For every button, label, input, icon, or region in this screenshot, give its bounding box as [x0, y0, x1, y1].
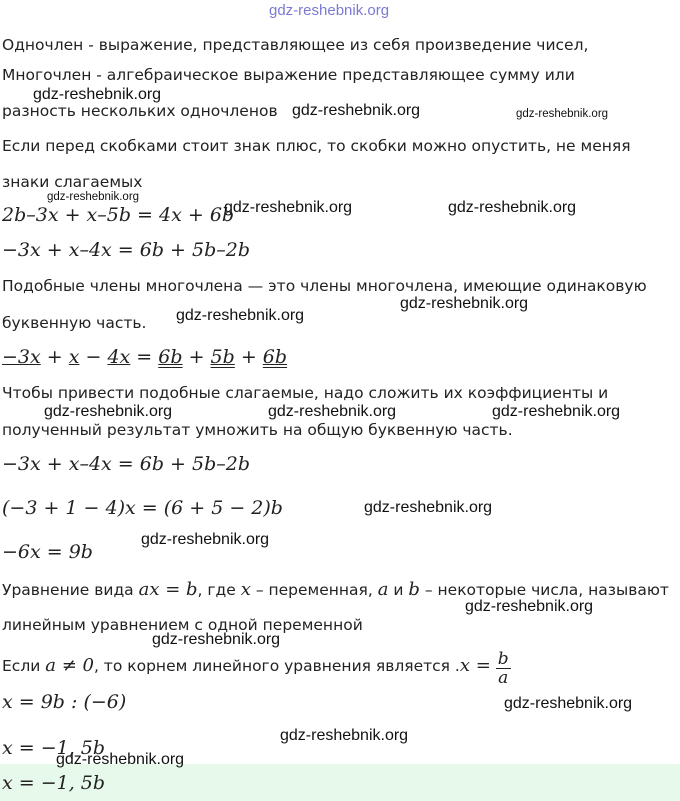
linear-equation-definition-line2: линейным уравнением с одной переменной: [2, 616, 363, 634]
watermark: gdz-reshebnik.org: [292, 102, 421, 119]
similar-terms-line1: Подобные члены многочлена — это члены многочлена, имеющие одинаковую: [2, 277, 647, 295]
root-formula-line: [2, 650, 511, 684]
math-a: a: [377, 579, 389, 600]
watermark: gdz-reshebnik.org: [47, 191, 140, 203]
term-b-group-1: 6b: [158, 346, 183, 368]
equation-6: x = 9b : (−6): [2, 691, 127, 713]
rule-combine-line2: полученный результат умножить на общую буквенную часть.: [2, 421, 513, 439]
header-watermark[interactable]: gdz-reshebnik.org: [269, 2, 390, 19]
text: – переменная,: [250, 581, 378, 599]
text: , то корнем линейного уравнения является .: [93, 657, 460, 675]
watermark: gdz-reshebnik.org: [33, 86, 162, 103]
watermark: gdz-reshebnik.org: [516, 108, 609, 120]
definition-polynomial-line1: Многочлен - алгебраическое выражение представляющее сумму или: [2, 66, 575, 84]
term-x-group-1: −3x: [2, 346, 41, 368]
operator: +: [234, 346, 263, 368]
fraction-denominator: a: [498, 669, 509, 683]
fraction-numerator: b: [497, 650, 509, 669]
linear-equation-definition-line1: [2, 580, 669, 600]
math-b: b: [408, 579, 420, 600]
math-a-not-zero: a ≠ 0: [45, 655, 94, 676]
watermark: gdz-reshebnik.org: [44, 403, 173, 420]
equation-5: −6x = 9b: [2, 541, 93, 563]
math-ax-b: ax = b: [138, 579, 198, 600]
watermark: gdz-reshebnik.org: [141, 531, 270, 548]
watermark: gdz-reshebnik.org: [448, 199, 577, 216]
final-answer: x = −1, 5b: [2, 772, 106, 794]
watermark: gdz-reshebnik.org: [465, 598, 594, 615]
definition-monomial: Одночлен - выражение, представляющее из себя произведение чисел,: [2, 36, 589, 54]
equation-2: −3x + x–4x = 6b + 5b–2b: [2, 239, 250, 261]
definition-polynomial-line2: разность нескольких одночленов: [2, 102, 278, 120]
operator: =: [130, 346, 159, 368]
rule-combine-line1: Чтобы привести подобные слагаемые, надо сложить их коэффициенты и: [2, 384, 609, 402]
term-x-group-3: 4x: [107, 346, 131, 368]
equation-underlined: [2, 345, 287, 369]
watermark: gdz-reshebnik.org: [56, 751, 185, 768]
watermark: gdz-reshebnik.org: [400, 295, 529, 312]
watermark: gdz-reshebnik.org: [280, 727, 409, 744]
watermark: gdz-reshebnik.org: [504, 695, 633, 712]
term-b-group-2: 5b: [210, 346, 235, 368]
equation-1: 2b–3x + x–5b = 4x + 6b: [2, 204, 235, 226]
rule-brackets-line2: знаки слагаемых: [2, 173, 143, 191]
watermark: gdz-reshebnik.org: [364, 499, 493, 516]
math-x-equals: x =: [459, 655, 491, 676]
equation-4: (−3 + 1 − 4)x = (6 + 5 − 2)b: [2, 497, 283, 519]
watermark: gdz-reshebnik.org: [268, 403, 397, 420]
text: Уравнение вида: [2, 581, 139, 599]
operator: +: [182, 346, 211, 368]
fraction-b-over-a: [496, 650, 511, 683]
operator: +: [40, 346, 69, 368]
equation-3: −3x + x–4x = 6b + 5b–2b: [2, 453, 250, 475]
text: , где: [197, 581, 241, 599]
term-x-group-2: x: [68, 346, 80, 368]
watermark: gdz-reshebnik.org: [492, 403, 621, 420]
similar-terms-line2: буквенную часть.: [2, 314, 147, 332]
text: и: [388, 581, 409, 599]
math-x: x: [240, 579, 251, 600]
rule-brackets-line1: Если перед скобками стоит знак плюс, то скобки можно опустить, не меняя: [2, 137, 631, 155]
text: – некоторые числа, называют: [419, 581, 669, 599]
equation-7: x = −1, 5b: [2, 737, 106, 759]
text: Если: [2, 657, 46, 675]
operator: −: [79, 346, 108, 368]
watermark: gdz-reshebnik.org: [176, 307, 305, 324]
term-b-group-3: 6b: [262, 346, 288, 368]
watermark: gdz-reshebnik.org: [152, 631, 281, 648]
watermark: gdz-reshebnik.org: [224, 199, 353, 216]
